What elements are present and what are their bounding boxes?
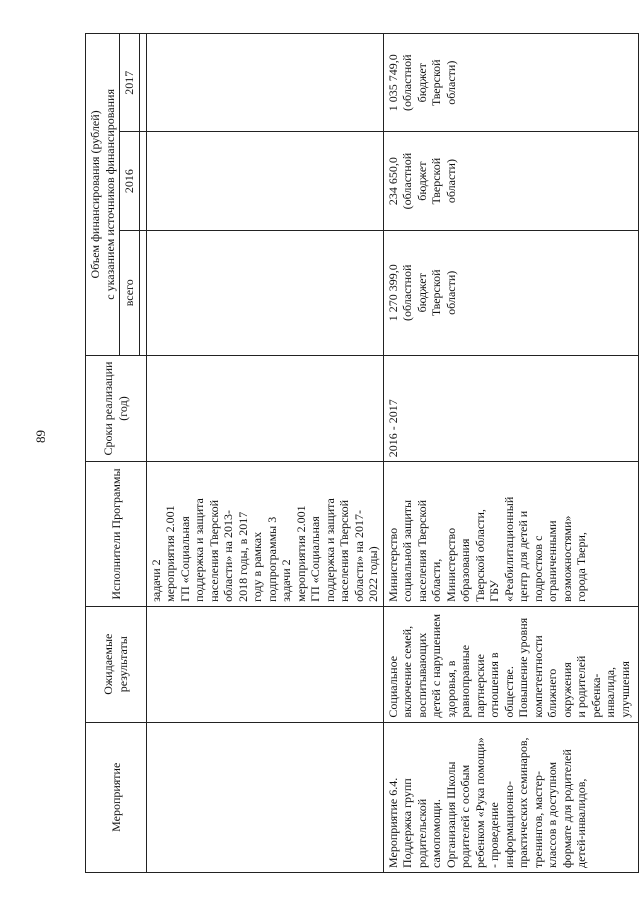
y2016-text	[386, 136, 459, 225]
text-line: родителей с особым	[458, 764, 472, 868]
text-line: области)	[443, 270, 458, 315]
text-line: подпрограммы 3	[264, 516, 279, 602]
text-line: (областной	[400, 264, 414, 322]
text-line: воспитывающих	[414, 632, 429, 718]
text-line: 2018 годы, в 2017	[235, 511, 250, 602]
total-text	[386, 235, 459, 351]
text-line: области)	[443, 60, 458, 105]
header-spacer	[139, 34, 146, 132]
text-line: социальной защиты	[400, 499, 414, 602]
cell-2016	[146, 132, 383, 230]
text-line: формате для родителей	[559, 749, 574, 868]
text-line: году в рамках	[250, 531, 264, 602]
text-line: населения Тверской	[414, 500, 429, 602]
text-line: задачи 2	[148, 559, 163, 602]
text-line: Мероприятие 6.4.	[385, 777, 400, 868]
text-line: «Реабилитационный	[501, 496, 516, 602]
text-line: Министерство	[443, 527, 458, 602]
text-line: области)	[443, 159, 458, 204]
header-spacer	[139, 132, 146, 230]
text-line: детей-инвалидов,	[574, 778, 588, 868]
table-row	[146, 34, 383, 873]
cell-expected	[146, 606, 383, 722]
text-line: родительской	[414, 798, 429, 868]
text-line: здоровья, в	[443, 660, 458, 718]
text-line: Организация Школы	[443, 761, 458, 868]
text-line: Тверской области,	[472, 509, 487, 602]
text-line: Министерство	[385, 527, 400, 602]
text-line: центр для детей и	[516, 510, 530, 602]
header-executors: Исполнители Программы	[86, 462, 147, 607]
header-2017: 2017	[120, 34, 140, 132]
y2017-text	[386, 38, 459, 127]
cell-expected	[383, 606, 638, 722]
header-funding-sub: с указанием источников финансирования	[102, 89, 117, 300]
text-line: ребенком «Рука помощи»	[472, 737, 487, 868]
text-line: области» на 2013-	[221, 510, 235, 602]
text-line: мероприятия 2.001	[163, 505, 177, 602]
text-line: информационно-	[501, 781, 516, 868]
cell-event	[383, 722, 638, 872]
text-line: бюджет	[414, 161, 429, 201]
text-line: задачи 2	[279, 559, 293, 602]
executors-text-row2	[386, 466, 589, 602]
text-line: 234 650,0	[385, 157, 400, 206]
text-line: ГП «Социальная	[308, 516, 322, 602]
text-line: инвалида, улучшения	[603, 661, 632, 718]
table-row	[383, 34, 638, 873]
text-line: мероприятия 2.001	[293, 505, 308, 602]
text-line: отношения в	[487, 652, 501, 718]
text-line: - проведение	[487, 802, 501, 868]
text-line: ГП «Социальная	[177, 516, 192, 602]
text-line: области,	[429, 558, 443, 602]
text-line: поддержка и защита	[322, 498, 337, 602]
text-line: ГБУ	[487, 579, 501, 602]
text-line: обществе.	[501, 666, 516, 718]
text-line: самопомощи.	[429, 799, 443, 868]
header-funding	[86, 34, 120, 356]
rotated-table-container	[85, 33, 630, 873]
text-line: 1 270 399,0	[385, 264, 400, 322]
page-number: 89	[33, 430, 48, 443]
text-line: практических семинаров,	[516, 737, 530, 868]
cell-total	[146, 230, 383, 355]
text-line: Тверской	[429, 269, 443, 317]
text-line: партнерские	[472, 654, 487, 718]
text-line: бюджет	[414, 63, 429, 103]
text-line: равноправные	[458, 644, 472, 718]
text-line: включение семей,	[400, 625, 414, 718]
cell-total	[383, 230, 638, 355]
text-line: населения Тверской	[337, 500, 351, 602]
text-line: возможностями»	[559, 515, 574, 602]
cell-executors	[146, 462, 383, 607]
text-line: (областной	[400, 54, 414, 111]
text-line: образования	[458, 538, 472, 602]
cell-terms	[146, 355, 383, 461]
text-line: бюджет	[414, 273, 429, 313]
text-line: Повышение уровня	[516, 617, 530, 718]
cell-executors	[383, 462, 638, 607]
text-line: детей с нарушением	[429, 613, 443, 718]
text-line: компетентности	[530, 635, 545, 718]
text-line: города Твери,	[574, 532, 588, 602]
header-terms: Сроки реализации (год)	[86, 355, 147, 461]
text-line: ближнего окружения	[545, 662, 574, 718]
text-line: области» на 2017-	[351, 510, 366, 602]
text-line: поддержка и защита	[192, 498, 206, 602]
header-2016: 2016	[120, 132, 140, 230]
text-line: Тверской	[429, 157, 443, 205]
header-expected: Ожидаемые результаты	[86, 606, 147, 722]
cell-event	[146, 722, 383, 872]
expected-text	[386, 611, 633, 718]
text-line: тренингов, мастер-	[530, 770, 545, 868]
text-line: и родителей ребенка-	[574, 655, 603, 718]
text-line: населения Тверской	[206, 500, 221, 602]
text-line: ограниченными	[545, 520, 559, 602]
executors-text-row1	[149, 466, 381, 602]
program-table	[85, 33, 639, 873]
cell-2017	[383, 34, 638, 132]
text-line: Поддержка групп	[400, 778, 414, 868]
text-line: Тверской	[429, 59, 443, 107]
header-funding-title: Объем финансирования (рублей)	[88, 110, 102, 279]
cell-2017	[146, 34, 383, 132]
header-event: Мероприятие	[86, 722, 147, 872]
cell-terms: 2016 - 2017	[383, 355, 638, 461]
text-line: 1 035 749,0	[385, 54, 400, 112]
header-total: всего	[120, 230, 140, 355]
header-spacer	[139, 230, 146, 355]
text-line: Социальное	[385, 655, 400, 718]
event-text	[386, 727, 589, 868]
text-line: (областной	[400, 152, 414, 210]
cell-2016	[383, 132, 638, 230]
text-line: подростков с	[530, 535, 545, 602]
text-line: 2022 годы)	[366, 546, 380, 602]
text-line: классов в доступном	[545, 761, 559, 868]
